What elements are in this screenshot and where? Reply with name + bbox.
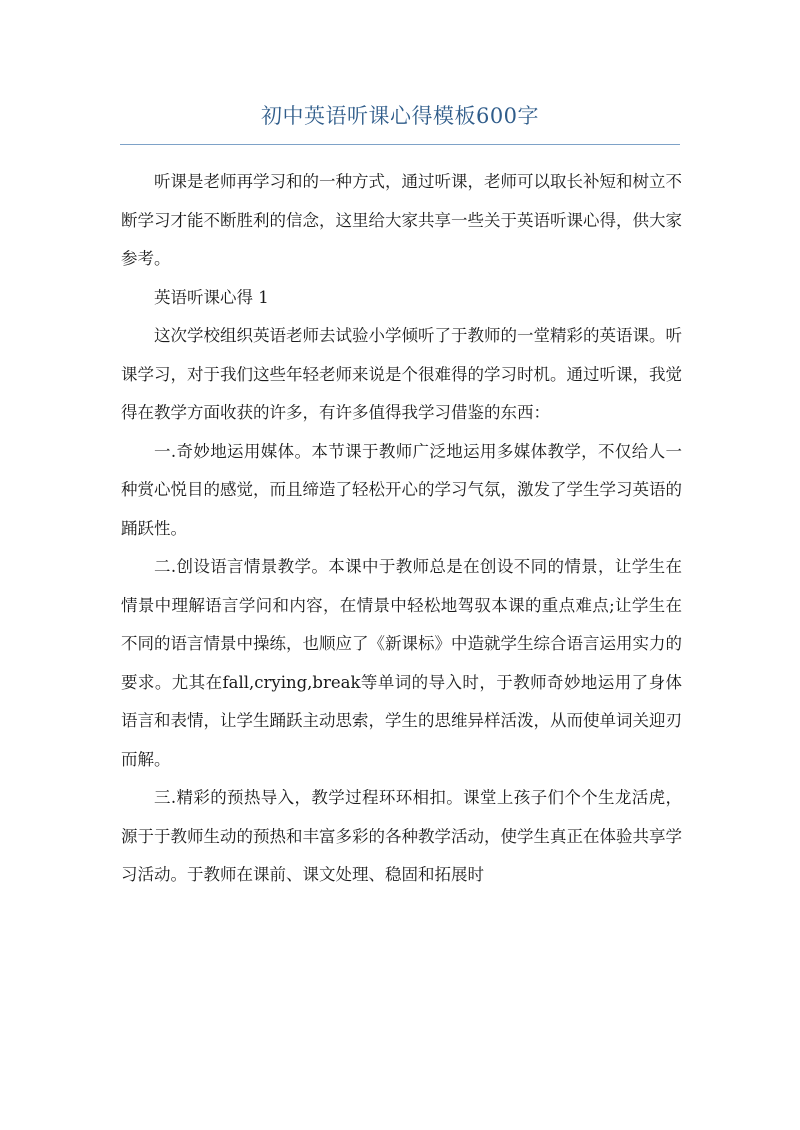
title-divider: [120, 144, 680, 145]
document-title: 初中英语听课心得模板600字: [260, 104, 540, 128]
intro-paragraph: 听课是老师再学习和的一种方式，通过听课，老师可以取长补短和树立不断学习才能不断胜利的信念，这里给大家共享一些关于英语听课心得，供大家参考。: [121, 172, 682, 268]
section-heading: 英语听课心得 1: [154, 287, 269, 307]
body-paragraph: 一.奇妙地运用媒体。本节课于教师广泛地运用多媒体教学，不仅给人一种赏心悦目的感觉，而且缔造了轻松开心的学习气氛，激发了学生学习英语的踊跃性。: [121, 441, 682, 538]
body-paragraph: 这次学校组织英语老师去试验小学倾听了于教师的一堂精彩的英语课。听课学习，对于我们这些年轻老师来说是个很难得的学习时机。通过听课，我觉得在教学方面收获的许多，有许多值得我学习借鉴的东西：: [121, 326, 682, 422]
document-body: [121, 163, 682, 895]
body-paragraph: 三.精彩的预热导入，教学过程环环相扣。课堂上孩子们个个生龙活虎，源于于教师生动的预热和丰富多彩的各种教学活动，使学生真正在体验共享学习活动。于教师在课前、课文处理、稳固和拓展时: [121, 788, 682, 884]
body-paragraph: 二.创设语言情景教学。本课中于教师总是在创设不同的情景，让学生在情景中理解语言学问和内容，在情景中轻松地驾驭本课的重点难点;让学生在不同的语言情景中操练，也顺应了《新课标》中造就学生综合语言运用实力的要求。尤其在fall,crying,break等单词的导入时，于教师奇妙地运用了身体语言和表情，让学生踊跃主动思索，学生的思维异样活泼，从而使单词关迎刃而解。: [121, 557, 682, 769]
